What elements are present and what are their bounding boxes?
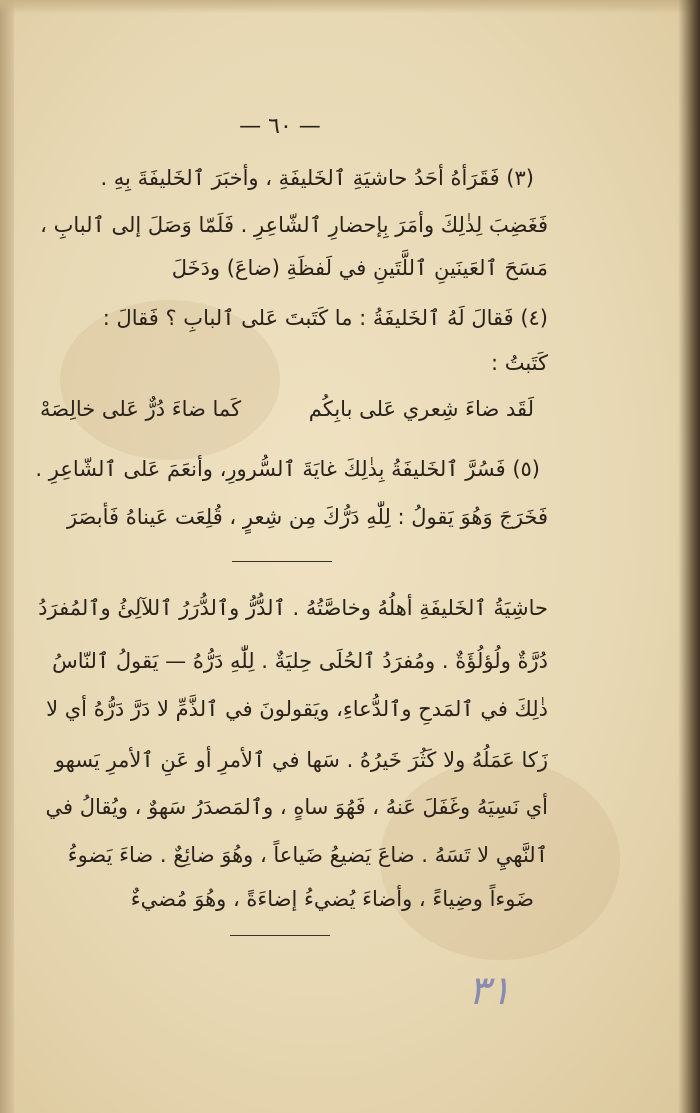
verse-first-hemistich: لَقَد ضاءَ شِعري عَلى بابِكُم xyxy=(308,397,534,421)
section-divider xyxy=(232,561,332,562)
story-line: مَسَحَ ٱلعَينَينِ ٱللَّتَينِ في لَفظَةِ (ضاعَ) ودَخَلَ xyxy=(171,256,548,280)
note-line: ضَوءاً وضِياءً ، وأضاءَ يُضيءُ إضاءَةً ، وهُوَ مُضيءٌ xyxy=(130,887,534,911)
note-line: دُرَّةٌ ولُؤلُؤَةٌ . ومُفرَدُ ٱلحُلَى حِليَةٌ . لِلّٰهِ دَرُّهُ — يَقولُ ٱلنّاسُ xyxy=(52,649,548,673)
section-divider xyxy=(230,935,330,936)
page-gutter-shadow xyxy=(0,0,14,1113)
note-line: أي نَسِيَهُ وغَفَلَ عَنهُ ، فَهُوَ ساهٍ ، وٱلمَصدَرُ سَهوٌ ، ويُقالُ في xyxy=(45,795,548,819)
page-right-edge xyxy=(678,0,700,1113)
story-line: (٤) فَقالَ لَهُ ٱلخَليفَةُ : ما كَتَبتَ عَلى ٱلبابِ ؟ فَقالَ : xyxy=(102,306,548,330)
note-line: زَكا عَمَلُهُ ولا كَثُرَ خَيرُهُ . سَها في ٱلأمرِ أو عَنِ ٱلأمرِ يَسهو xyxy=(54,748,548,772)
story-line: كَتَبتُ : xyxy=(490,351,548,375)
note-line: ٱلنَّهيِ لا تَسَهُ . ضاعَ يَضيعُ ضَياعاً ، وهُوَ ضائِعٌ . ضاءَ يَضوءُ xyxy=(67,843,548,867)
page-number: — ٦٠ — xyxy=(239,114,321,139)
verse-second-hemistich: كَما ضاءَ دُرٌّ عَلى خالِصَهْ xyxy=(40,397,242,421)
story-line: فَخَرَجَ وَهُوَ يَقولُ : لِلّٰهِ دَرُّكَ مِن شِعرٍ ، قُلِعَت عَيناهُ فَأبصَرَ xyxy=(66,505,548,529)
note-line: ذٰلِكَ في ٱلمَدحِ وٱلدُّعاءِ، ويَقولونَ في ٱلذَّمِّ لا دَرَّ دَرُّهُ أي لا xyxy=(46,697,548,721)
story-line: فَغَضِبَ لِذٰلِكَ وأمَرَ بِإحضارِ ٱلشّاعِرِ . فَلَمّا وَصَلَ إلى ٱلبابِ ، xyxy=(40,213,548,237)
page-top-edge xyxy=(0,0,700,14)
story-line: (٣) فَقَرَأهُ أحَدُ حاشيَةِ ٱلخَليفَةِ ، وأخبَرَ ٱلخَليفَةَ بِهِ . xyxy=(100,166,534,190)
handwritten-annotation: ٣١ xyxy=(468,968,511,1014)
story-line: (٥) فَسُرَّ ٱلخَليفَةُ بِذٰلِكَ غايَةَ ٱلسُّرورِ، وأنعَمَ عَلى ٱلشّاعِرِ . xyxy=(35,457,540,481)
note-line: حاشِيَةُ ٱلخَليفَةِ أهلُهُ وخاصَّتُهُ . ٱلدُّرُّ وٱلدُّرَرُ ٱللآلِئُ وٱلمُفرَدُ xyxy=(38,596,548,620)
